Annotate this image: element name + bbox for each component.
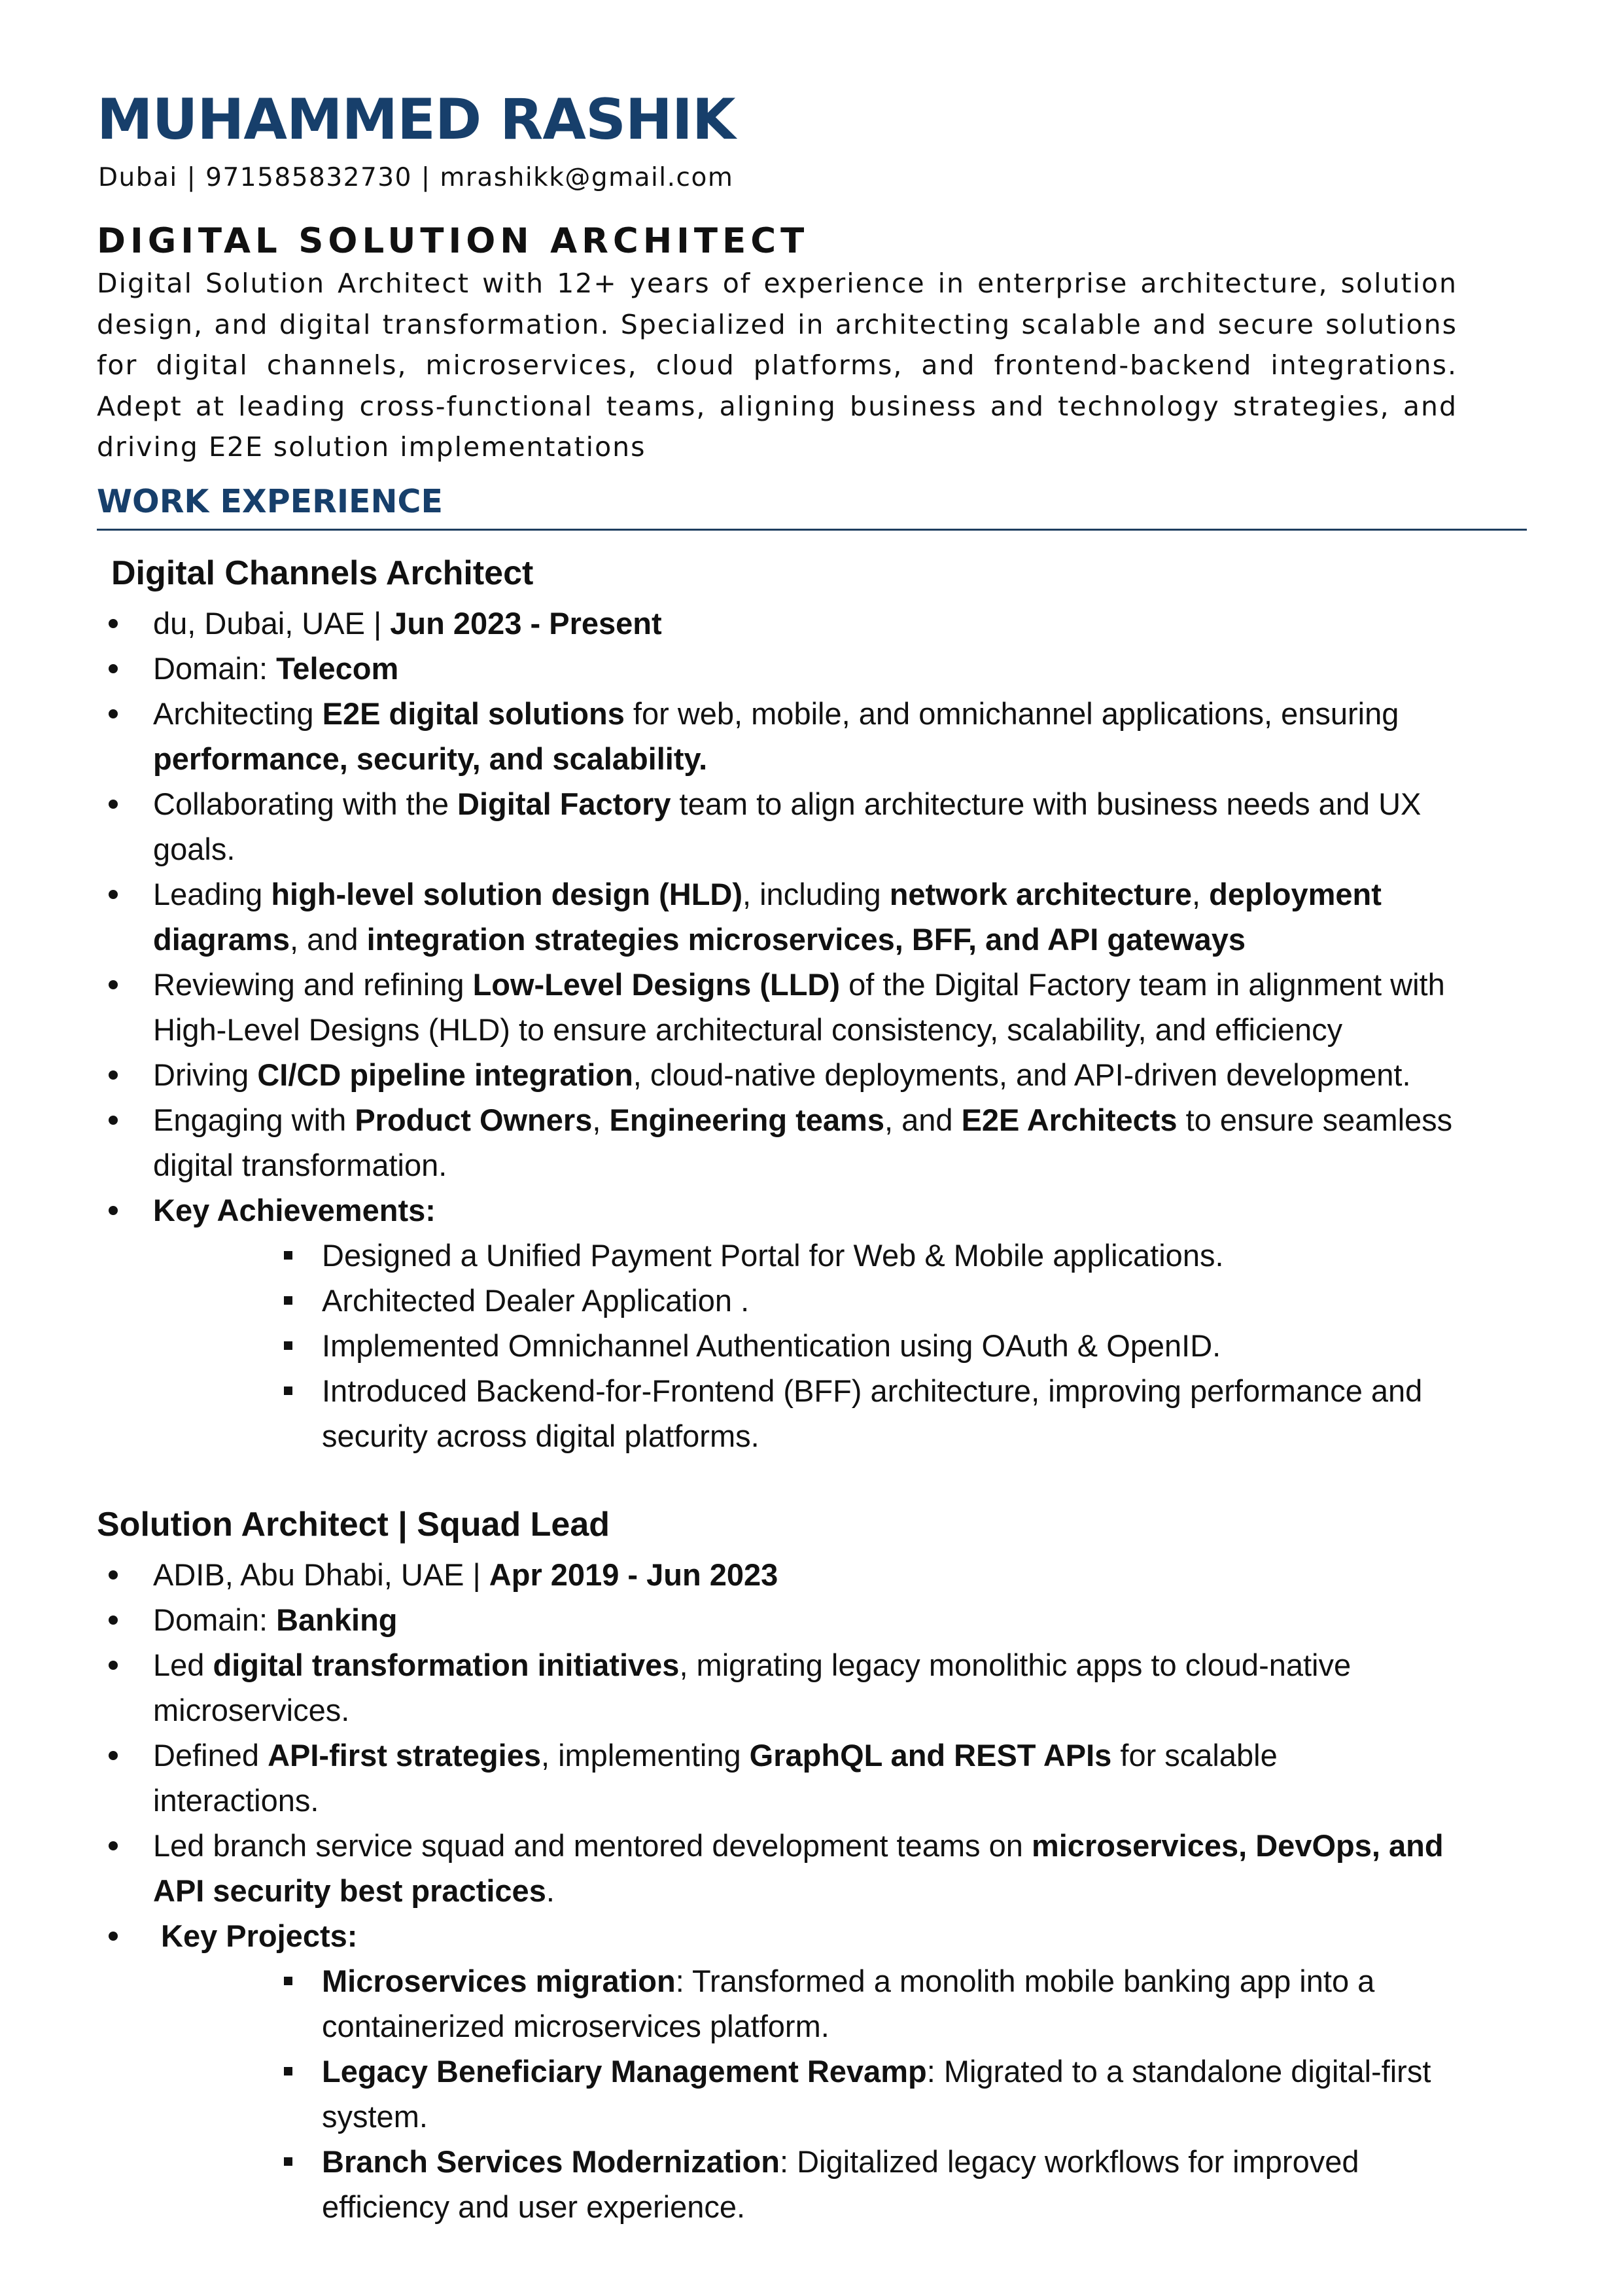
job-title: Digital Channels Architect	[111, 554, 534, 592]
list-item: Leading high-level solution design (HLD), including network architecture, deployment diagrams, and integration strategies microservices, BFF, and API gateways	[97, 872, 1484, 962]
bullet-icon	[109, 664, 118, 673]
square-bullet-icon	[284, 1386, 292, 1395]
sub-list-item: Designed a Unified Payment Portal for Web & Mobile applications.	[153, 1233, 1484, 1278]
list-item: Domain: Telecom	[97, 646, 1484, 691]
professional-title: DIGITAL SOLUTION ARCHITECT	[97, 221, 809, 261]
summary-paragraph: Digital Solution Architect with 12+ years of experience in enterprise architecture, solution design, and digital transformation. Specialized in architecting scalable and secure solutions for digital channels, microservices, cloud platforms, and frontend-backend integrations. Adept at leading cross-functional teams, aligning business and technology strategies, and driving E2E solution implementations	[97, 268, 1457, 463]
list-item: Driving CI/CD pipeline integration, cloud-native deployments, and API-driven development.	[97, 1052, 1484, 1097]
bullet-icon	[109, 800, 118, 809]
bullet-icon	[109, 1616, 118, 1625]
sub-list-heading: Key Achievements:	[153, 1193, 436, 1227]
candidate-name: MUHAMMED RASHIK	[97, 87, 735, 152]
square-bullet-icon	[284, 1977, 292, 1985]
list-item: Reviewing and refining Low-Level Designs (LLD) of the Digital Factory team in alignment with High-Level Designs (HLD) to ensure architectural consistency, scalability, and efficiency	[97, 962, 1484, 1052]
square-bullet-icon	[284, 2067, 292, 2075]
list-item	[97, 1188, 1484, 1458]
bullet-icon	[109, 709, 118, 718]
job-title: Solution Architect | Squad Lead	[97, 1506, 610, 1544]
bullet-icon	[109, 619, 118, 628]
list-item: Architecting E2E digital solutions for web, mobile, and omnichannel applications, ensuring performance, security, and scalability.	[97, 691, 1484, 781]
list-item: Led branch service squad and mentored development teams on microservices, DevOps, and API security best practices.	[97, 1823, 1444, 1913]
square-bullet-icon	[284, 1341, 292, 1350]
bullet-icon	[109, 1932, 118, 1941]
job-bullet-list	[97, 1552, 1444, 2229]
job-bullet-list	[97, 601, 1484, 1458]
list-item: ADIB, Abu Dhabi, UAE | Apr 2019 - Jun 2023	[97, 1552, 1444, 1597]
contact-line: Dubai | 971585832730 | mrashikk@gmail.com	[98, 163, 734, 192]
bullet-icon	[109, 1570, 118, 1580]
project-list	[153, 1958, 1444, 2229]
bullet-icon	[109, 980, 118, 989]
bullet-icon	[109, 890, 118, 899]
achievement-list	[153, 1233, 1484, 1458]
bullet-icon	[109, 1841, 118, 1850]
section-heading-work-experience: WORK EXPERIENCE	[97, 483, 443, 520]
sub-list-item: Implemented Omnichannel Authentication using OAuth & OpenID.	[153, 1323, 1484, 1368]
sub-list-item: Microservices migration: Transformed a monolith mobile banking app into a containerized microservices platform.	[153, 1958, 1444, 2049]
sub-list-item: Branch Services Modernization: Digitalized legacy workflows for improved efficiency and user experience.	[153, 2139, 1444, 2229]
sub-list-item: Legacy Beneficiary Management Revamp: Migrated to a standalone digital-first system.	[153, 2049, 1444, 2139]
square-bullet-icon	[284, 1296, 292, 1305]
sub-list-heading: Key Projects:	[161, 1918, 358, 1953]
bullet-icon	[109, 1751, 118, 1760]
bullet-icon	[109, 1661, 118, 1670]
bullet-icon	[109, 1206, 118, 1215]
list-item: Domain: Banking	[97, 1597, 1444, 1642]
square-bullet-icon	[284, 1251, 292, 1260]
section-divider	[97, 529, 1527, 531]
list-item: Led digital transformation initiatives, migrating legacy monolithic apps to cloud-native microservices.	[97, 1642, 1444, 1733]
square-bullet-icon	[284, 2157, 292, 2166]
list-item	[97, 1913, 1444, 2229]
list-item: du, Dubai, UAE | Jun 2023 - Present	[97, 601, 1484, 646]
list-item: Engaging with Product Owners, Engineering teams, and E2E Architects to ensure seamless digital transformation.	[97, 1097, 1484, 1188]
sub-list-item: Architected Dealer Application .	[153, 1278, 1484, 1323]
sub-list-item: Introduced Backend-for-Frontend (BFF) architecture, improving performance and security across digital platforms.	[153, 1368, 1484, 1458]
bullet-icon	[109, 1116, 118, 1125]
bullet-icon	[109, 1070, 118, 1080]
list-item: Collaborating with the Digital Factory team to align architecture with business needs and UX goals.	[97, 781, 1484, 872]
list-item: Defined API-first strategies, implementing GraphQL and REST APIs for scalable interactions.	[97, 1733, 1444, 1823]
